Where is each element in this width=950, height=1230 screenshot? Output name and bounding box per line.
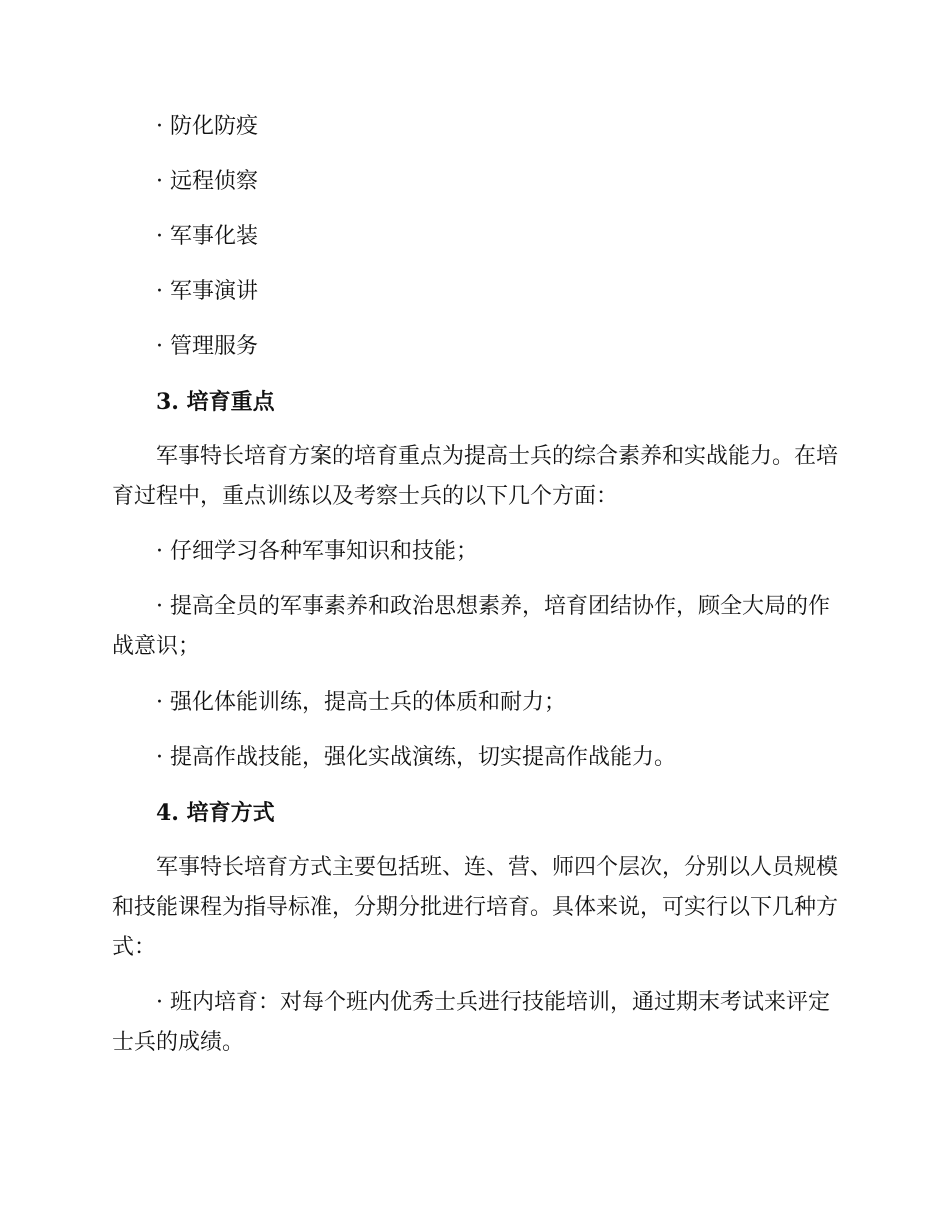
list-item: · 远程侦察 — [156, 169, 258, 194]
paragraph-line: 式： — [112, 935, 157, 960]
list-item: · 管理服务 — [156, 334, 258, 359]
section-heading-focus: 3. 培育重点 — [156, 389, 275, 415]
paragraph-line: 军事特长培育方式主要包括班、连、营、师四个层次，分别以人员规模 — [156, 855, 839, 880]
list-item: · 强化体能训练，提高士兵的体质和耐力； — [156, 690, 566, 715]
list-item: · 提高全员的军事素养和政治思想素养，培育团结协作，顾全大局的作 — [156, 594, 830, 619]
paragraph-line: 军事特长培育方案的培育重点为提高士兵的综合素养和实战能力。在培 — [156, 444, 839, 469]
list-item: · 班内培育：对每个班内优秀士兵进行技能培训，通过期末考试来评定 — [156, 990, 830, 1015]
paragraph-line: 育过程中，重点训练以及考察士兵的以下几个方面： — [112, 484, 619, 509]
list-item: · 军事化装 — [156, 224, 258, 249]
list-item: · 防化防疫 — [156, 114, 258, 139]
section-heading-method: 4. 培育方式 — [156, 800, 275, 826]
paragraph-line: 和技能课程为指导标准，分期分批进行培育。具体来说，可实行以下几种方 — [112, 895, 839, 920]
list-item: · 军事演讲 — [156, 279, 258, 304]
list-item: · 提高作战技能，强化实战演练，切实提高作战能力。 — [156, 745, 676, 770]
list-item-continuation: 战意识； — [112, 634, 201, 659]
list-item-continuation: 士兵的成绩。 — [112, 1030, 245, 1055]
list-item: · 仔细学习各种军事知识和技能； — [156, 539, 478, 564]
